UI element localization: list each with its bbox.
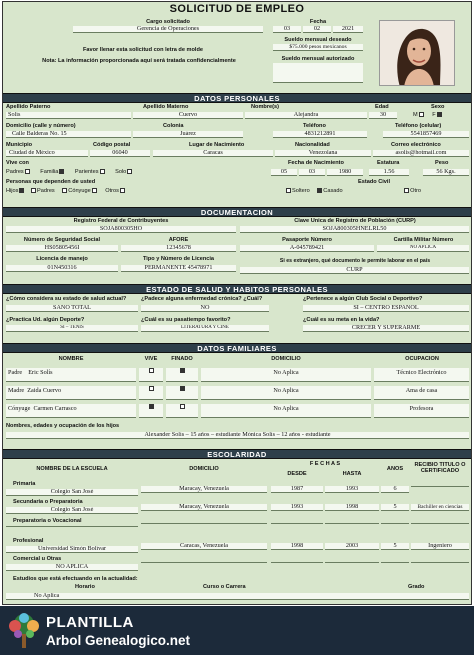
rfc-field[interactable]: SOJA800305HO — [6, 226, 236, 233]
footer-banner — [0, 606, 474, 655]
fam-row-conyuge[interactable] — [6, 404, 136, 418]
section-salud — [3, 284, 471, 294]
fam-padre-finado-checkbox[interactable] — [180, 368, 185, 373]
esc-nivel-profesional: Profesional — [13, 538, 44, 544]
esc-comercial-domicilio[interactable] — [141, 562, 267, 563]
esc-profesional-domicilio[interactable]: Caracas, Venezuela — [141, 543, 267, 550]
sexo-f-checkbox[interactable] — [437, 112, 442, 117]
section-salud-title: ESTADO DE SALUD Y HABITOS PERSONALES — [146, 285, 328, 294]
telefono-label: Teléfono — [303, 123, 326, 129]
fecha-nac-anio[interactable]: 1980 — [327, 169, 363, 176]
sexo-f-label: F — [432, 112, 436, 118]
apellido-materno-field[interactable]: Cuervo — [133, 112, 243, 119]
estudios-field[interactable]: No Aplica — [6, 593, 469, 600]
fam-madre-nombre: Zaida Cuervo — [27, 387, 62, 394]
hijos-field[interactable]: Alexander Solís – 15 años – estudiante Mónica Solís – 12 años - estudiante — [6, 432, 469, 439]
cartilla-label: Cartilla Militar Número — [393, 237, 454, 243]
portrait-image — [380, 21, 455, 86]
sueldo-deseado-label: Sueldo mensual deseado — [284, 37, 352, 43]
footer-subtitle: Arbol Genealogico.net — [46, 633, 191, 648]
vive-con-label: Vive con — [6, 160, 29, 166]
domicilio-label: Domicilio (calle y número) — [6, 123, 76, 129]
salud-q1: ¿Cómo considera su estado de salud actual? — [6, 296, 127, 302]
sexo-m-label: M — [413, 112, 418, 118]
nacionalidad-field[interactable]: Venezolana — [275, 150, 371, 157]
fam-col-nombre: NOMBRE — [58, 356, 84, 362]
estado-civil-label: Estado Civil — [358, 179, 391, 185]
horario-label: Horario — [75, 584, 95, 590]
fam-conyuge-domicilio[interactable]: No Aplica — [201, 404, 371, 418]
fam-conyuge-finado-checkbox[interactable] — [180, 404, 185, 409]
esc-col-fechas: F E C H A S — [309, 461, 341, 467]
esc-secundaria-hasta[interactable]: 1998 — [325, 504, 379, 511]
esc-profesional-escuela[interactable]: Universidad Simón Bolívar — [6, 546, 138, 553]
fam-col-finado: FINADO — [171, 356, 193, 362]
esc-nivel-comercial: Comercial u Otras — [13, 556, 62, 562]
salud-q3: ¿Pertenece a algún Club Social o Deportivo? — [303, 296, 423, 302]
vive-familia-label: Familia — [40, 169, 59, 175]
fecha-anio[interactable]: 2021 — [333, 26, 363, 33]
fam-conyuge-nombre: Carmen Carrasco — [33, 405, 77, 412]
afore-field[interactable]: 12345678 — [121, 245, 236, 252]
lugar-nac-field[interactable]: Caracas — [153, 150, 273, 157]
vive-parientes-label: Parientes — [74, 169, 99, 175]
sueldo-deseado-field[interactable]: $75.000 pesos mexicanos — [273, 44, 363, 51]
ec-otro-label: Otro — [410, 188, 422, 194]
cargo-label: Cargo solicitado — [146, 19, 190, 25]
esc-nivel-preparatoria: Preparatoria o Vocacional — [13, 518, 82, 524]
dep-otros-label: Otros — [105, 188, 119, 194]
fam-col-ocupacion: OCUPACIÓN — [405, 356, 439, 362]
section-familiares-title: DATOS FAMILIARES — [197, 344, 277, 353]
esc-secundaria-titulo[interactable]: Bachiller en ciencias — [411, 504, 469, 511]
esc-preparatoria-hasta[interactable] — [325, 523, 379, 524]
esc-comercial-titulo[interactable] — [411, 562, 469, 563]
fecha-label: Fecha — [309, 19, 327, 25]
vive-padres-checkbox[interactable] — [25, 169, 30, 174]
salud-a2[interactable]: NO — [141, 305, 269, 312]
fam-padre-vive-checkbox[interactable] — [149, 368, 154, 373]
fecha-dia[interactable]: 03 — [273, 26, 301, 33]
colonia-field[interactable]: Juárez — [133, 131, 243, 138]
esc-comercial-desde[interactable] — [271, 562, 323, 563]
fam-madre-vive-checkbox[interactable] — [149, 386, 154, 391]
sexo-m-checkbox[interactable] — [419, 112, 424, 117]
licencia-field[interactable]: 01N450316 — [6, 265, 118, 272]
dep-conyuge-checkbox[interactable] — [62, 188, 67, 193]
family-tree-icon — [6, 612, 42, 650]
vive-padres-label: Padres — [6, 169, 24, 175]
salud-q6: ¿Cuál es su meta en la vida? — [303, 317, 380, 323]
esc-comercial-escuela[interactable]: NO APLICA — [6, 564, 138, 571]
tipo-lic-label: Tipo y Número de Licencia — [142, 256, 215, 262]
salud-a3[interactable]: SI – CENTRO ESPAÑOL — [303, 305, 469, 312]
fam-conyuge-rel: Cónyuge — [8, 405, 31, 412]
salud-a6[interactable]: CRECER Y SUPERARME — [303, 325, 469, 332]
tipo-lic-field[interactable]: PERMANENTE 45478971 — [121, 265, 236, 272]
fam-madre-rel: Madre — [8, 387, 25, 394]
cp-field[interactable]: 06040 — [90, 150, 150, 157]
esc-comercial-hasta[interactable] — [325, 562, 379, 563]
section-documentacion-title: DOCUMENTACION — [200, 208, 274, 217]
dep-padres-label: Padres — [37, 188, 55, 194]
extranjero-label: Si es extranjero, qué documento le permite laborar en el país — [279, 258, 431, 264]
dep-conyuge-checkbox-2[interactable] — [92, 188, 97, 193]
fam-padre-domicilio[interactable]: No Aplica — [201, 368, 371, 382]
municipio-field[interactable]: Ciudad de México — [6, 150, 88, 157]
salud-a1[interactable]: SANO TOTAL — [6, 305, 138, 312]
vive-solo-checkbox[interactable] — [127, 169, 132, 174]
footer-title: PLANTILLA — [46, 614, 134, 631]
instruccion-2: Nota: La información proporcionada aquí será tratada confidencialmente — [42, 58, 236, 64]
esc-col-domicilio: DOMICILIO — [189, 466, 219, 472]
sueldo-autorizado-label: Sueldo mensual autorizado — [281, 56, 355, 62]
esc-secundaria-desde[interactable]: 1993 — [271, 504, 323, 511]
cargo-field[interactable]: Gerencia de Operaciones — [73, 26, 263, 33]
fam-conyuge-vive-checkbox[interactable] — [149, 404, 154, 409]
fam-row-madre[interactable] — [6, 386, 136, 400]
extranjero-field[interactable]: CURP — [240, 267, 469, 274]
peso-field[interactable]: 56 Kgs. — [423, 169, 469, 176]
employment-form — [2, 1, 472, 605]
salud-q2: ¿Padece alguna enfermedad crónica? ¿Cuál? — [141, 296, 263, 302]
esc-secundaria-escuela[interactable]: Colegio San José — [6, 507, 138, 514]
celular-label: Teléfono (celular) — [395, 123, 442, 129]
cp-label: Código postal — [93, 142, 131, 148]
salud-a4[interactable]: SI – TENIS — [6, 325, 138, 332]
fam-padre-vive[interactable] — [139, 368, 163, 382]
licencia-label: Licencia de manejo — [36, 256, 88, 262]
dependen-label: Personas que dependen de usted — [6, 179, 96, 185]
esc-primaria-anios[interactable]: 6 — [381, 486, 409, 493]
esc-col-titulo: RECIBIÓ TÍTULO O CERTIFICADO — [414, 462, 466, 474]
dep-padres-checkbox[interactable] — [31, 188, 36, 193]
rfc-label: Registro Federal de Contribuyentes — [73, 218, 169, 224]
nss-label: Número de Seguridad Social — [23, 237, 101, 243]
vive-con-options — [6, 169, 266, 175]
curp-label: Clave Única de Registro de Población (CURP) — [294, 218, 416, 224]
apellido-materno-label: Apellido Materno — [143, 104, 189, 110]
apellido-paterno-field[interactable]: Solís — [6, 112, 131, 119]
fam-madre-domicilio[interactable]: No Aplica — [201, 386, 371, 400]
cartilla-field[interactable]: NO APLICA — [377, 245, 469, 252]
salud-q5: ¿Cuál es su pasatiempo favorito? — [141, 317, 231, 323]
section-familiares — [3, 343, 471, 353]
edad-label: Edad — [375, 104, 389, 110]
esc-primaria-hasta[interactable]: 1993 — [325, 486, 379, 493]
salud-a5[interactable]: LITERATURA Y CINE — [141, 325, 269, 332]
fam-madre-finado[interactable] — [166, 386, 198, 400]
sexo-options — [413, 112, 471, 118]
telefono-field[interactable]: 4831212891 — [273, 131, 367, 138]
fam-col-domicilio: DOMICILIO — [271, 356, 301, 362]
ec-otro-checkbox[interactable] — [404, 188, 409, 193]
estudios-label: Estudios que está efectuando en la actualidad: — [13, 576, 138, 582]
ec-casado-checkbox[interactable] — [317, 188, 322, 193]
esc-col-hasta: HASTA — [342, 471, 362, 477]
esc-preparatoria-anios[interactable] — [381, 523, 409, 524]
municipio-label: Municipio — [6, 142, 33, 148]
esc-primaria-desde[interactable]: 1987 — [271, 486, 323, 493]
section-documentacion — [3, 207, 471, 217]
grado-label: Grado — [408, 584, 425, 590]
esc-profesional-hasta[interactable]: 2003 — [325, 543, 379, 550]
section-escolaridad-title: ESCOLARIDAD — [207, 450, 267, 459]
edad-field[interactable]: 30 — [369, 112, 397, 119]
sueldo-autorizado-field[interactable] — [273, 63, 363, 83]
fam-padre-nombre: Eric Solís — [28, 369, 53, 376]
domicilio-field[interactable]: Calle Balderas No. 15 — [6, 131, 131, 138]
nombres-label: Nombre(s) — [251, 104, 279, 110]
ec-casado-label: Casado — [323, 188, 343, 194]
form-title-bar — [3, 2, 471, 16]
esc-col-desde: DESDE — [287, 471, 307, 477]
estado-civil-options — [285, 188, 471, 194]
vive-familia-checkbox[interactable] — [59, 169, 64, 174]
hijos-label: Nombres, edades y ocupación de los hijos — [6, 423, 120, 429]
fam-madre-ocupacion[interactable]: Ama de casa — [374, 386, 469, 400]
correo-field[interactable]: asolis@hotmail.com — [373, 150, 469, 157]
nombres-field[interactable]: Alejandra — [245, 112, 367, 119]
peso-label: Peso — [435, 160, 449, 166]
celular-field[interactable]: 5541857469 — [383, 131, 469, 138]
pasaporte-label: Pasaporte Número — [282, 237, 332, 243]
esc-nivel-primaria: Primaria — [13, 481, 36, 487]
fam-conyuge-vive[interactable] — [139, 404, 163, 418]
vive-solo-label: Solo — [115, 169, 127, 175]
dep-hijos-checkbox[interactable] — [19, 188, 24, 193]
section-escolaridad — [3, 449, 471, 459]
esc-col-anios: AÑOS — [386, 466, 404, 472]
applicant-photo — [379, 20, 455, 86]
fam-madre-vive[interactable] — [139, 386, 163, 400]
fecha-nac-dia[interactable]: 05 — [271, 169, 297, 176]
esc-preparatoria-titulo[interactable] — [411, 523, 469, 524]
dependen-options — [6, 188, 256, 194]
form-title: SOLICITUD DE EMPLEO — [169, 3, 305, 15]
apellido-paterno-label: Apellido Paterno — [6, 104, 51, 110]
fecha-mes[interactable]: 02 — [303, 26, 331, 33]
esc-nivel-secundaria: Secundaria o Preparatoria — [13, 499, 83, 505]
instruccion-1: Favor llenar esta solicitud con letra de molde — [83, 47, 203, 53]
afore-label: AFORE — [168, 237, 189, 243]
pasaporte-field[interactable]: A-045789421 — [240, 245, 374, 252]
fam-conyuge-ocupacion[interactable]: Profesora — [374, 404, 469, 418]
curp-field[interactable]: SOJA800305HNELRL50 — [240, 226, 469, 233]
dep-otros-checkbox[interactable] — [120, 188, 125, 193]
dep-conyuge-label: Cónyuge — [68, 188, 91, 194]
fecha-nac-mes[interactable]: 03 — [299, 169, 325, 176]
esc-profesional-titulo[interactable]: Ingeniero — [411, 543, 469, 550]
esc-primaria-titulo[interactable] — [411, 486, 469, 487]
fecha-nac-label: Fecha de Nacimiento — [288, 160, 344, 166]
esc-primaria-escuela[interactable]: Colegio San José — [6, 489, 138, 496]
curso-label: Curso o Carrera — [203, 584, 246, 590]
fam-madre-finado-checkbox[interactable] — [180, 386, 185, 391]
esc-preparatoria-domicilio[interactable] — [141, 523, 267, 524]
fam-row-padre[interactable] — [6, 368, 136, 382]
esc-profesional-desde[interactable]: 1998 — [271, 543, 323, 550]
colonia-label: Colonia — [163, 123, 184, 129]
esc-comercial-anios[interactable] — [381, 562, 409, 563]
salud-q4: ¿Practica Ud. algún Deporte? — [6, 317, 85, 323]
fam-col-vive: VIVE — [144, 356, 158, 362]
correo-label: Correo electrónico — [391, 142, 441, 148]
nss-field[interactable]: HS05805456I — [6, 245, 118, 252]
esc-secundaria-domicilio[interactable]: Maracay, Venezuela — [141, 504, 267, 511]
esc-preparatoria-escuela[interactable] — [6, 526, 138, 527]
esc-primaria-domicilio[interactable]: Maracay, Venezuela — [141, 486, 267, 493]
ec-soltero-label: Soltero — [292, 188, 310, 194]
ec-soltero-checkbox[interactable] — [286, 188, 291, 193]
lugar-nac-label: Lugar de Nacimiento — [189, 142, 245, 148]
section-personales — [3, 93, 471, 103]
fam-conyuge-finado[interactable] — [166, 404, 198, 418]
esc-profesional-anios[interactable]: 5 — [381, 543, 409, 550]
estatura-label: Estatura — [377, 160, 400, 166]
section-personales-title: DATOS PERSONALES — [194, 94, 280, 103]
sexo-label: Sexo — [431, 104, 445, 110]
esc-secundaria-anios[interactable]: 5 — [381, 504, 409, 511]
estatura-field[interactable]: 1.56 — [369, 169, 409, 176]
nacionalidad-label: Nacionalidad — [295, 142, 330, 148]
dep-hijos-label: Hijos — [6, 188, 19, 194]
vive-parientes-checkbox[interactable] — [100, 169, 105, 174]
fam-padre-rel: Padre — [8, 369, 23, 376]
esc-preparatoria-desde[interactable] — [271, 523, 323, 524]
fam-padre-ocupacion[interactable]: Técnico Electrónico — [374, 368, 469, 382]
esc-col-nombre: NOMBRE DE LA ESCUELA — [36, 466, 108, 472]
fam-padre-finado[interactable] — [166, 368, 198, 382]
